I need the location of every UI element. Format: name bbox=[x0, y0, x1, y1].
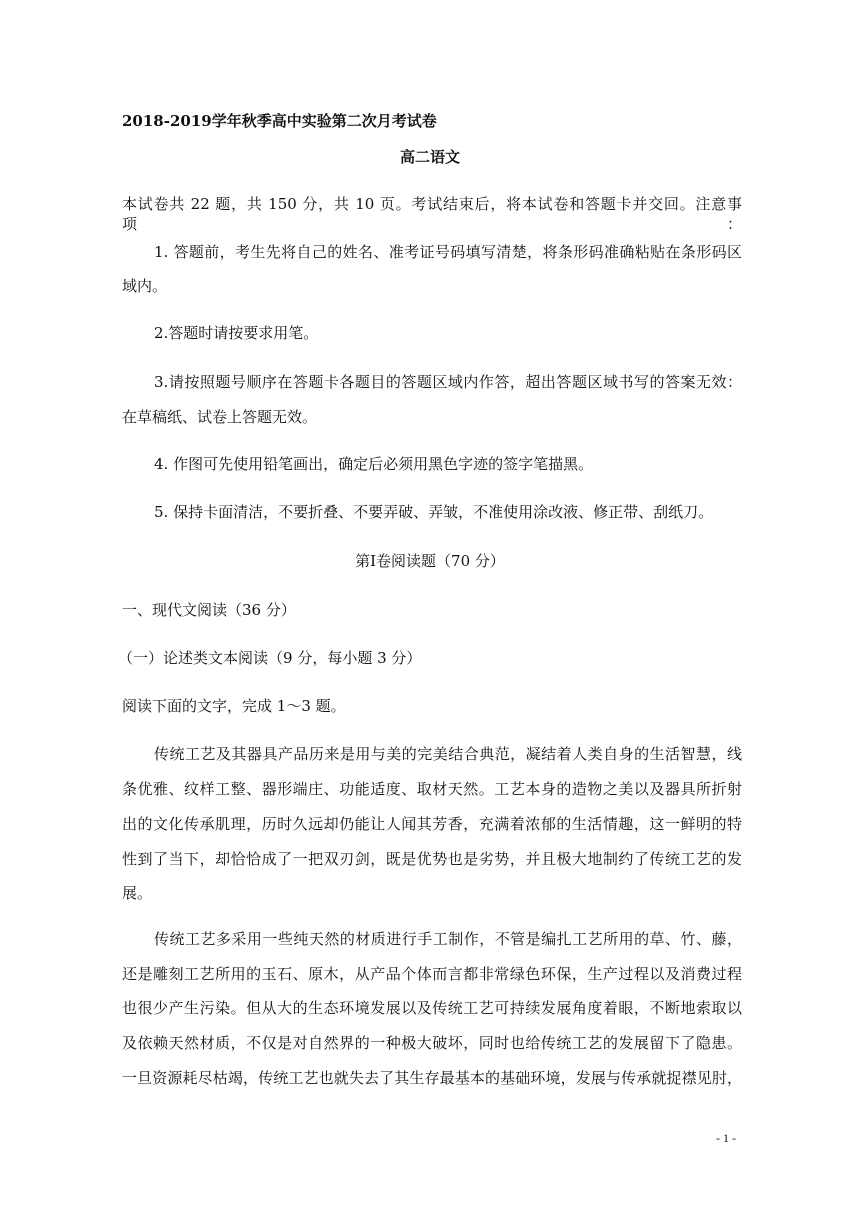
note-5: 5. 保持卡面清洁，不要折叠、不要弄破、弄皱，不准使用涂改液、修正带、刮纸刀。 bbox=[154, 503, 714, 521]
exam-title: 2018-2019学年秋季高中实验第二次月考试卷 bbox=[122, 112, 437, 130]
note-3-line-1: 3.请按照题号顺序在答题卡各题目的答题区域内作答，超出答题区域书写的答案无效： bbox=[154, 373, 742, 391]
page-number: - 1 - bbox=[716, 1131, 736, 1145]
intro-text: 本试卷共 22 题，共 150 分，共 10 页。考试结束后，将本试卷和答题卡并交回。注意事项： bbox=[122, 195, 742, 233]
passage-p1-line-2: 条优雅、纹样工整、器形端庄、功能适度、取材天然。工艺本身的造物之美以及器具所折射 bbox=[122, 780, 742, 798]
reading-instruction: 阅读下面的文字，完成 1～3 题。 bbox=[122, 697, 346, 715]
note-3-line-2: 在草稿纸、试卷上答题无效。 bbox=[122, 408, 318, 426]
note-2: 2.答题时请按要求用笔。 bbox=[154, 324, 319, 342]
note-4: 4. 作图可先使用铅笔画出，确定后必须用黑色字迹的签字笔描黑。 bbox=[154, 455, 594, 473]
note-1-line-2: 域内。 bbox=[122, 277, 168, 295]
section-heading-1: 一、现代文阅读（36 分） bbox=[122, 601, 296, 619]
passage-p2-line-5: 一旦资源耗尽枯竭，传统工艺也就失去了其生存最基本的基础环境，发展与传承就捉襟见肘， bbox=[122, 1069, 742, 1087]
passage-p1-line-1: 传统工艺及其器具产品历来是用与美的完美结合典范，凝结着人类自身的生活智慧，线 bbox=[154, 745, 742, 763]
exam-subject: 高二语文 bbox=[399, 148, 460, 166]
passage-p1-line-3: 出的文化传承肌理，历时久远却仍能让人闻其芳香，充满着浓郁的生活情趣，这一鲜明的特 bbox=[122, 815, 742, 833]
passage-p2-line-3: 也很少产生污染。但从大的生态环境发展以及传统工艺可持续发展角度着眼，不断地索取以 bbox=[122, 999, 742, 1017]
section-heading-2: （一）论述类文本阅读（9 分，每小题 3 分） bbox=[118, 649, 422, 667]
passage-p2-line-1: 传统工艺多采用一些纯天然的材质进行手工制作，不管是编扎工艺所用的草、竹、藤， bbox=[154, 930, 742, 948]
passage-p1-line-4: 性到了当下，却恰恰成了一把双刃剑，既是优势也是劣势，并且极大地制约了传统工艺的发 bbox=[122, 850, 742, 868]
passage-p2-line-2: 还是雕刻工艺所用的玉石、原木，从产品个体而言都非常绿色环保，生产过程以及消费过程 bbox=[122, 965, 742, 983]
passage-p1-line-5: 展。 bbox=[122, 884, 153, 902]
passage-p2-line-4: 及依赖天然材质，不仅是对自然界的一种极大破坏，同时也给传统工艺的发展留下了隐患。 bbox=[122, 1034, 742, 1052]
part-title: 第Ⅰ卷阅读题（70 分） bbox=[355, 552, 505, 570]
note-1-line-1: 1. 答题前，考生先将自己的姓名、准考证号码填写清楚，将条形码准确粘贴在条形码区 bbox=[154, 243, 742, 261]
